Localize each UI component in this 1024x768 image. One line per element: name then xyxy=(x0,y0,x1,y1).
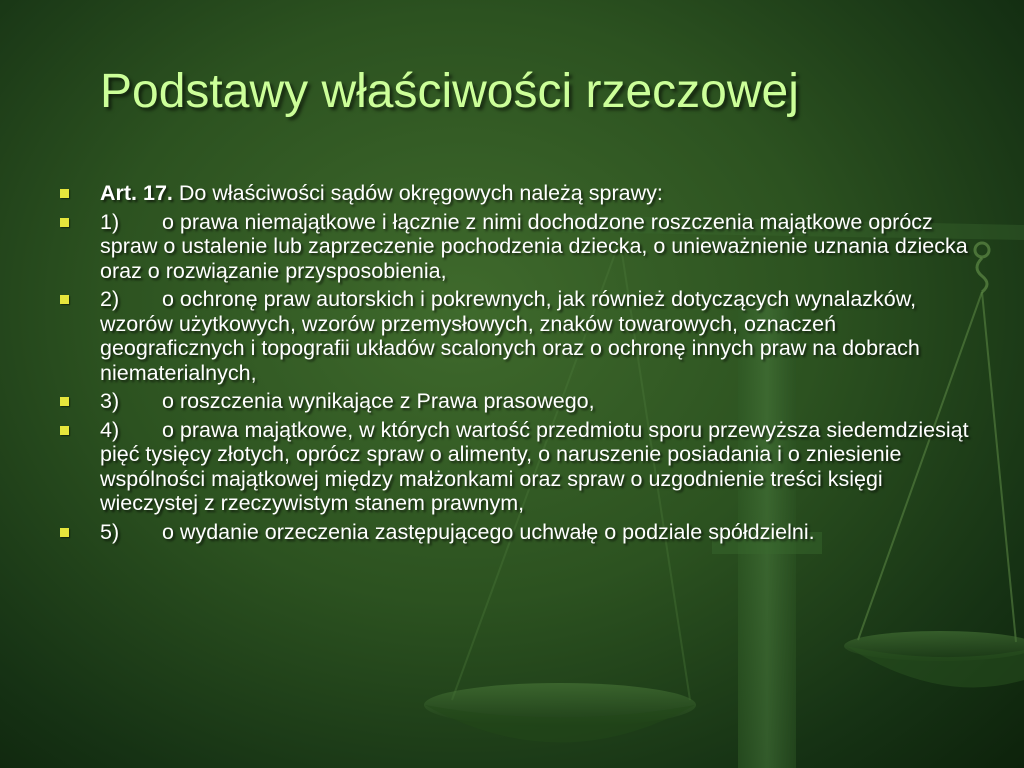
item-number: 2) xyxy=(100,287,120,311)
slide-title: Podstawy właściwości rzeczowej xyxy=(100,65,799,118)
item-number: 5) xyxy=(100,519,120,544)
item-number: 3) xyxy=(100,389,120,413)
list-item-text: o prawa majątkowe, w których wartość przedmiotu sporu przewyższa siedemdziesiąt pięć tysięcy złotych, oprócz spraw o alimenty, o naruszenie posiadania i o zniesienie wspólności majątkowej między małżonkami oraz spraw o uzgodnienie treści księgi wieczystej z rzeczywistym stanem prawnym, xyxy=(100,417,969,515)
list-item-text: o ochronę praw autorskich i pokrewnych, jak również dotyczących wynalazków, wzorów użytkowych, wzorów przemysłowych, znaków towarowych, oznaczeń geograficznych i topografii układów scalonych oraz o ochronę innych praw na dobrach niematerialnych, xyxy=(100,287,920,385)
item-number: 1) xyxy=(100,209,120,234)
list-item xyxy=(60,389,975,414)
square-bullet-icon xyxy=(60,397,69,406)
square-bullet-icon xyxy=(60,528,69,537)
list-item xyxy=(60,210,975,284)
list-item xyxy=(60,418,975,516)
square-bullet-icon xyxy=(60,426,69,435)
bullet-list xyxy=(60,181,975,548)
square-bullet-icon xyxy=(60,189,69,198)
list-item-text: o wydanie orzeczenia zastępującego uchwałę o podziale spółdzielni. xyxy=(162,519,815,544)
list-item-text: Do właściwości sądów okręgowych należą sprawy: xyxy=(172,181,663,205)
square-bullet-icon xyxy=(60,218,69,227)
list-item xyxy=(60,520,975,545)
list-item-text: o prawa niemajątkowe i łącznie z nimi dochodzone roszczenia majątkowe oprócz spraw o ustalenie lub zaprzeczenie pochodzenia dziecka, o unieważnienie uznania dziecka oraz o rozwiązanie przysposobienia, xyxy=(100,209,968,283)
list-item xyxy=(60,181,975,206)
list-item xyxy=(60,287,975,385)
list-item-text: o roszczenia wynikające z Prawa prasowego, xyxy=(162,389,595,413)
item-number: 4) xyxy=(100,417,120,442)
article-label: Art. 17. xyxy=(100,181,173,205)
square-bullet-icon xyxy=(60,295,69,304)
